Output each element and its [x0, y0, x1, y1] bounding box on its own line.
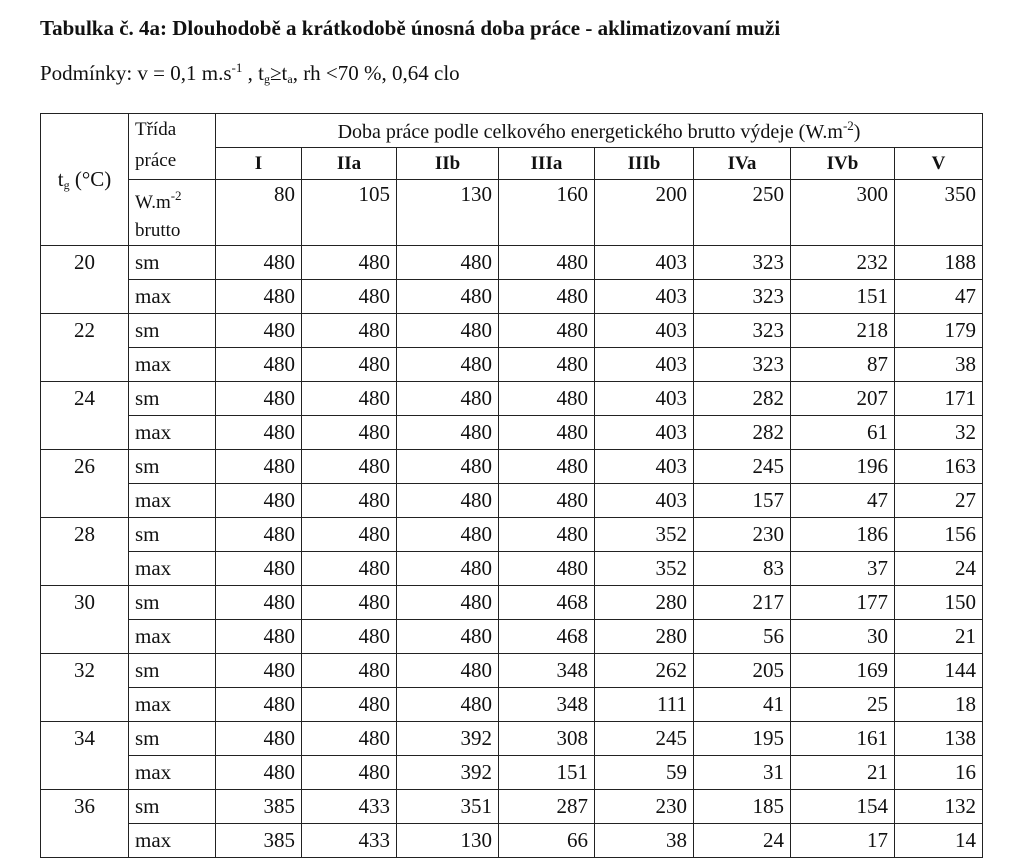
value-cell: 403: [595, 314, 694, 348]
sm-label-cell: sm: [129, 246, 216, 280]
value-cell: 480: [216, 722, 302, 756]
value-cell: 230: [595, 790, 694, 824]
value-cell: 154: [791, 790, 895, 824]
sm-label-cell: sm: [129, 314, 216, 348]
value-cell: 262: [595, 654, 694, 688]
value-cell: 480: [216, 450, 302, 484]
max-label-cell: max: [129, 824, 216, 858]
value-cell: 351: [397, 790, 499, 824]
value-cell: 480: [302, 314, 397, 348]
energy-cell: 130: [397, 180, 499, 246]
value-cell: 111: [595, 688, 694, 722]
table-row: [41, 586, 983, 620]
class-cell: IIIb: [595, 148, 694, 180]
value-cell: 480: [216, 382, 302, 416]
value-cell: 392: [397, 756, 499, 790]
value-cell: 323: [694, 280, 791, 314]
value-cell: 195: [694, 722, 791, 756]
value-cell: 156: [895, 518, 983, 552]
class-cell: IVa: [694, 148, 791, 180]
value-cell: 352: [595, 552, 694, 586]
value-cell: 188: [895, 246, 983, 280]
table-row: [41, 416, 983, 450]
value-cell: 480: [397, 586, 499, 620]
value-cell: 480: [302, 722, 397, 756]
value-cell: 287: [499, 790, 595, 824]
value-cell: 480: [499, 450, 595, 484]
value-cell: 138: [895, 722, 983, 756]
energy-cell: 300: [791, 180, 895, 246]
span-header: [216, 114, 983, 148]
energy-cell: 105: [302, 180, 397, 246]
sm-label-cell: sm: [129, 790, 216, 824]
value-cell: 280: [595, 620, 694, 654]
value-cell: 480: [302, 348, 397, 382]
table-row: [41, 688, 983, 722]
value-cell: 480: [499, 314, 595, 348]
conditions-line: [40, 60, 460, 87]
value-cell: 130: [397, 824, 499, 858]
value-cell: 59: [595, 756, 694, 790]
table-row: [41, 484, 983, 518]
class-cell: IIIa: [499, 148, 595, 180]
value-cell: 480: [302, 654, 397, 688]
max-label-cell: max: [129, 552, 216, 586]
energy-header-exp: -2: [170, 188, 182, 203]
value-cell: 480: [302, 416, 397, 450]
value-cell: 403: [595, 450, 694, 484]
value-cell: 37: [791, 552, 895, 586]
table-body: [41, 114, 983, 858]
sm-label-cell: sm: [129, 722, 216, 756]
value-cell: 179: [895, 314, 983, 348]
value-cell: 348: [499, 688, 595, 722]
value-cell: 32: [895, 416, 983, 450]
table-row: [41, 790, 983, 824]
value-cell: 480: [397, 280, 499, 314]
value-cell: 171: [895, 382, 983, 416]
value-cell: 480: [499, 348, 595, 382]
value-cell: 480: [499, 416, 595, 450]
value-cell: 403: [595, 382, 694, 416]
table-row: [41, 518, 983, 552]
value-cell: 480: [397, 450, 499, 484]
work-time-table: [40, 113, 983, 858]
value-cell: 480: [216, 246, 302, 280]
value-cell: 218: [791, 314, 895, 348]
value-cell: 385: [216, 790, 302, 824]
value-cell: 47: [895, 280, 983, 314]
value-cell: 403: [595, 484, 694, 518]
value-cell: 161: [791, 722, 895, 756]
value-cell: 480: [302, 450, 397, 484]
class-cell: IIb: [397, 148, 499, 180]
table-row: [41, 246, 983, 280]
value-cell: 151: [791, 280, 895, 314]
value-cell: 186: [791, 518, 895, 552]
table-row: [41, 654, 983, 688]
value-cell: 480: [499, 280, 595, 314]
value-cell: 392: [397, 722, 499, 756]
value-cell: 480: [216, 314, 302, 348]
header-row-energies: [41, 180, 983, 246]
table-row: [41, 552, 983, 586]
tg-cell: 36: [41, 790, 129, 858]
value-cell: 87: [791, 348, 895, 382]
conditions-sep: , t: [242, 61, 264, 85]
value-cell: 480: [302, 586, 397, 620]
value-cell: 38: [895, 348, 983, 382]
value-cell: 480: [216, 280, 302, 314]
value-cell: 185: [694, 790, 791, 824]
conditions-rest: , rh <70 %, 0,64 clo: [292, 61, 460, 85]
max-label-cell: max: [129, 416, 216, 450]
tg-cell: 24: [41, 382, 129, 450]
value-cell: 47: [791, 484, 895, 518]
table-row: [41, 756, 983, 790]
value-cell: 480: [397, 348, 499, 382]
value-cell: 480: [499, 552, 595, 586]
value-cell: 480: [499, 382, 595, 416]
span-header-exp: -2: [842, 117, 854, 133]
energy-header-sub: brutto: [135, 220, 181, 241]
value-cell: 16: [895, 756, 983, 790]
value-cell: 480: [216, 654, 302, 688]
value-cell: 480: [216, 348, 302, 382]
max-label-cell: max: [129, 688, 216, 722]
value-cell: 480: [302, 246, 397, 280]
value-cell: 433: [302, 824, 397, 858]
tg-cell: 26: [41, 450, 129, 518]
value-cell: 480: [302, 756, 397, 790]
value-cell: 157: [694, 484, 791, 518]
tg-cell: 34: [41, 722, 129, 790]
value-cell: 83: [694, 552, 791, 586]
max-label-cell: max: [129, 348, 216, 382]
value-cell: 480: [302, 518, 397, 552]
value-cell: 196: [791, 450, 895, 484]
value-cell: 41: [694, 688, 791, 722]
value-cell: 352: [595, 518, 694, 552]
value-cell: 132: [895, 790, 983, 824]
value-cell: 207: [791, 382, 895, 416]
value-cell: 480: [302, 280, 397, 314]
table-title: Tabulka č. 4a: Dlouhodobě a krátkodobě únosná doba práce - aklimatizovaní muži: [40, 16, 781, 40]
value-cell: 38: [595, 824, 694, 858]
value-cell: 17: [791, 824, 895, 858]
value-cell: 480: [302, 552, 397, 586]
max-label-cell: max: [129, 280, 216, 314]
value-cell: 480: [216, 756, 302, 790]
value-cell: 21: [791, 756, 895, 790]
tg-header-unit: (°C): [69, 166, 112, 191]
value-cell: 348: [499, 654, 595, 688]
value-cell: 480: [302, 620, 397, 654]
energy-header: [129, 180, 216, 246]
table-row: [41, 314, 983, 348]
span-header-label: Doba práce podle celkového energetického brutto výdeje (W.m: [337, 120, 843, 143]
sm-label-cell: sm: [129, 450, 216, 484]
value-cell: 480: [302, 688, 397, 722]
value-cell: 480: [216, 552, 302, 586]
value-cell: 217: [694, 586, 791, 620]
value-cell: 27: [895, 484, 983, 518]
value-cell: 232: [791, 246, 895, 280]
value-cell: 403: [595, 246, 694, 280]
energy-cell: 80: [216, 180, 302, 246]
value-cell: 480: [499, 246, 595, 280]
value-cell: 385: [216, 824, 302, 858]
value-cell: 480: [397, 314, 499, 348]
value-cell: 282: [694, 382, 791, 416]
class-cell: I: [216, 148, 302, 180]
value-cell: 245: [694, 450, 791, 484]
conditions-v-exponent: -1: [231, 60, 243, 75]
max-label-cell: max: [129, 756, 216, 790]
max-label-cell: max: [129, 620, 216, 654]
value-cell: 308: [499, 722, 595, 756]
energy-cell: 160: [499, 180, 595, 246]
sm-label-cell: sm: [129, 518, 216, 552]
table-row: [41, 722, 983, 756]
value-cell: 480: [397, 620, 499, 654]
tg-cell: 30: [41, 586, 129, 654]
class-cell: IIa: [302, 148, 397, 180]
value-cell: 480: [397, 382, 499, 416]
value-cell: 403: [595, 416, 694, 450]
value-cell: 468: [499, 586, 595, 620]
table-row: [41, 348, 983, 382]
value-cell: 14: [895, 824, 983, 858]
value-cell: 480: [216, 484, 302, 518]
class-header: Třída práce: [129, 114, 216, 180]
value-cell: 21: [895, 620, 983, 654]
value-cell: 245: [595, 722, 694, 756]
span-header-close: ): [853, 120, 861, 143]
value-cell: 480: [397, 688, 499, 722]
value-cell: 280: [595, 586, 694, 620]
value-cell: 282: [694, 416, 791, 450]
conditions-prefix: Podmínky: v = 0,1 m.s: [40, 61, 232, 85]
value-cell: 480: [397, 246, 499, 280]
tg-cell: 20: [41, 246, 129, 314]
value-cell: 24: [895, 552, 983, 586]
value-cell: 61: [791, 416, 895, 450]
table-row: [41, 382, 983, 416]
conditions-ta-sub: a: [287, 72, 293, 86]
value-cell: 403: [595, 348, 694, 382]
conditions-rel: ≥t: [269, 61, 288, 85]
value-cell: 480: [397, 654, 499, 688]
value-cell: 480: [397, 552, 499, 586]
value-cell: 169: [791, 654, 895, 688]
value-cell: 31: [694, 756, 791, 790]
tg-header-sub: g: [63, 177, 70, 192]
value-cell: 480: [216, 688, 302, 722]
value-cell: 56: [694, 620, 791, 654]
max-label-cell: max: [129, 484, 216, 518]
value-cell: 468: [499, 620, 595, 654]
value-cell: 163: [895, 450, 983, 484]
value-cell: 150: [895, 586, 983, 620]
table-row: [41, 620, 983, 654]
value-cell: 480: [216, 518, 302, 552]
value-cell: 323: [694, 348, 791, 382]
tg-cell: 32: [41, 654, 129, 722]
value-cell: 66: [499, 824, 595, 858]
value-cell: 433: [302, 790, 397, 824]
value-cell: 24: [694, 824, 791, 858]
energy-cell: 350: [895, 180, 983, 246]
class-cell: IVb: [791, 148, 895, 180]
value-cell: 480: [216, 586, 302, 620]
value-cell: 480: [302, 484, 397, 518]
tg-cell: 28: [41, 518, 129, 586]
value-cell: 18: [895, 688, 983, 722]
value-cell: 205: [694, 654, 791, 688]
conditions-tg-sub: g: [263, 72, 270, 86]
value-cell: 144: [895, 654, 983, 688]
value-cell: 30: [791, 620, 895, 654]
energy-cell: 250: [694, 180, 791, 246]
value-cell: 480: [216, 416, 302, 450]
value-cell: 480: [397, 416, 499, 450]
value-cell: 480: [302, 382, 397, 416]
value-cell: 403: [595, 280, 694, 314]
value-cell: 480: [397, 484, 499, 518]
table-row: [41, 450, 983, 484]
value-cell: 323: [694, 314, 791, 348]
table-row: [41, 280, 983, 314]
energy-cell: 200: [595, 180, 694, 246]
value-cell: 480: [216, 620, 302, 654]
energy-header-label: W.m: [135, 192, 171, 213]
value-cell: 151: [499, 756, 595, 790]
sm-label-cell: sm: [129, 654, 216, 688]
value-cell: 323: [694, 246, 791, 280]
value-cell: 25: [791, 688, 895, 722]
sm-label-cell: sm: [129, 586, 216, 620]
header-row-1: [41, 114, 983, 148]
value-cell: 480: [499, 484, 595, 518]
table-row: [41, 824, 983, 858]
value-cell: 230: [694, 518, 791, 552]
tg-cell: 22: [41, 314, 129, 382]
tg-header-label: t: [57, 166, 64, 191]
value-cell: 177: [791, 586, 895, 620]
tg-header: [41, 114, 129, 246]
value-cell: 480: [499, 518, 595, 552]
value-cell: 480: [397, 518, 499, 552]
class-cell: V: [895, 148, 983, 180]
sm-label-cell: sm: [129, 382, 216, 416]
